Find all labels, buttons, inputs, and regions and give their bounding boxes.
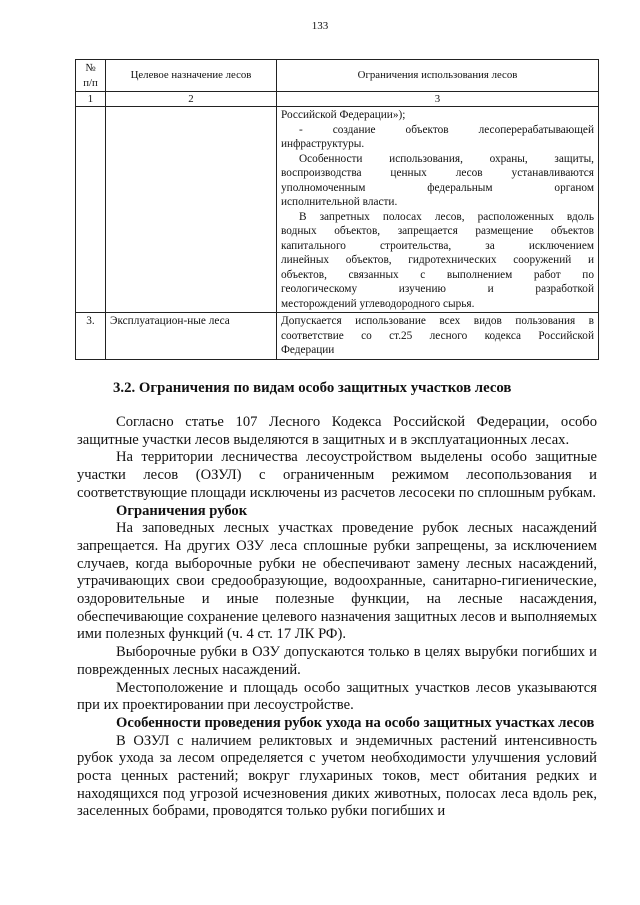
cell-line: - создание объектов лесоперерабатывающей <box>299 123 594 136</box>
restriction-cell <box>277 313 599 360</box>
header-restrictions: Ограничения использования лесов <box>277 60 599 92</box>
paragraph: Выборочные рубки в ОЗУ допускаются только в целях вырубки погибших и поврежденных лесных насаждений. <box>77 644 597 678</box>
table-row <box>76 107 599 313</box>
column-number: 2 <box>106 92 277 107</box>
body-text <box>77 414 597 821</box>
cell-line: водных объектов, запрещается размещение объектов <box>281 225 594 237</box>
cell-line: геологическому изучению и разработкой <box>281 283 594 295</box>
subheading: Особенности проведения рубок ухода на особо защитных участках лесов <box>116 714 595 731</box>
header-number: № п/п <box>76 60 106 92</box>
cell-line: капитального строительства, за исключением <box>281 239 594 252</box>
cell-line: соответствие со ст.25 лесного кодекса Российской <box>281 329 594 342</box>
cell-line: объектов, связанных с выполнением работ по <box>281 268 594 281</box>
cell-line: В запретных полосах лесов, расположенных вдоль <box>299 210 594 223</box>
column-number: 3 <box>277 92 599 107</box>
cell-line: воспроизводства ценных лесов устанавливаются <box>281 167 594 179</box>
row-number: 3. <box>76 313 106 360</box>
paragraph: В ОЗУЛ с наличием реликтовых и эндемичных растений интенсивность рубок ухода за лесом определяется с учетом необходимости улучшения условий роста ценных растений; вокруг глухариных токов, мест обитания редких и находящихся под угрозой исчезновения диких животных, полосах леса вдоль рек, заселенных бобрами, проводятся только рубки погибших и <box>77 732 597 820</box>
cell-line: месторождений углеводородного сырья. <box>281 297 475 310</box>
table-row <box>76 313 599 360</box>
table-header-row <box>76 60 599 92</box>
header-purpose: Целевое назначение лесов <box>106 60 277 92</box>
purpose-cell: Эксплуатацион-ные леса <box>106 313 277 360</box>
cell-line: Допускается использование всех видов пользования в <box>281 315 594 327</box>
cell-line: уполномоченным федеральным органом <box>281 181 594 194</box>
column-number: 1 <box>76 92 106 107</box>
cell-line: Особенности использования, охраны, защиты, <box>299 152 594 165</box>
paragraph: Местоположение и площадь особо защитных участков лесов указываются при их проектировании при лесоустройстве. <box>77 679 597 714</box>
cell-line: Федерации <box>281 344 335 356</box>
restriction-cell <box>277 107 599 313</box>
paragraph: На территории лесничества лесоустройством выделены особо защитные участки лесов (ОЗУЛ) с ограниченным режимом лесопользования и соответствующие площади исключены из расчетов лесосеки по сплошным рубкам. <box>77 449 597 501</box>
restrictions-table <box>75 59 599 360</box>
paragraph: Согласно статье 107 Лесного Кодекса Российской Федерации, особо защитные участки лесов выделяются в защитных и в эксплуатационных лесах. <box>77 414 597 448</box>
page-number: 133 <box>311 20 329 32</box>
cell-line: линейных объектов, гидротехнических сооружений и <box>281 254 594 266</box>
cell-line: исполнительной власти. <box>281 196 398 208</box>
section-heading: 3.2. Ограничения по видам особо защитных участков лесов <box>113 380 512 396</box>
table-cell <box>106 107 277 313</box>
cell-line: инфраструктуры. <box>281 138 365 150</box>
subheading: Ограничения рубок <box>116 502 248 519</box>
paragraph: На заповедных лесных участках проведение рубок лесных насаждений запрещается. На других ОЗУ леса сплошные рубки запрещены, за исключением случаев, когда выборочные рубки не обеспечивают замену лесных насаждений, утрачивающих свои средообразующие, водоохранные, санитарно-гигиенические, оздоровительные и иные полезные функции, на лесные насаждения, обеспечивающие сохранение целевого назначения защитных лесов и выполняемых ими полезных функций (ч. 4 ст. 17 ЛК РФ). <box>77 520 597 643</box>
cell-line: Российской Федерации»); <box>281 109 406 121</box>
column-number-row <box>76 92 599 107</box>
table-cell <box>76 107 106 313</box>
